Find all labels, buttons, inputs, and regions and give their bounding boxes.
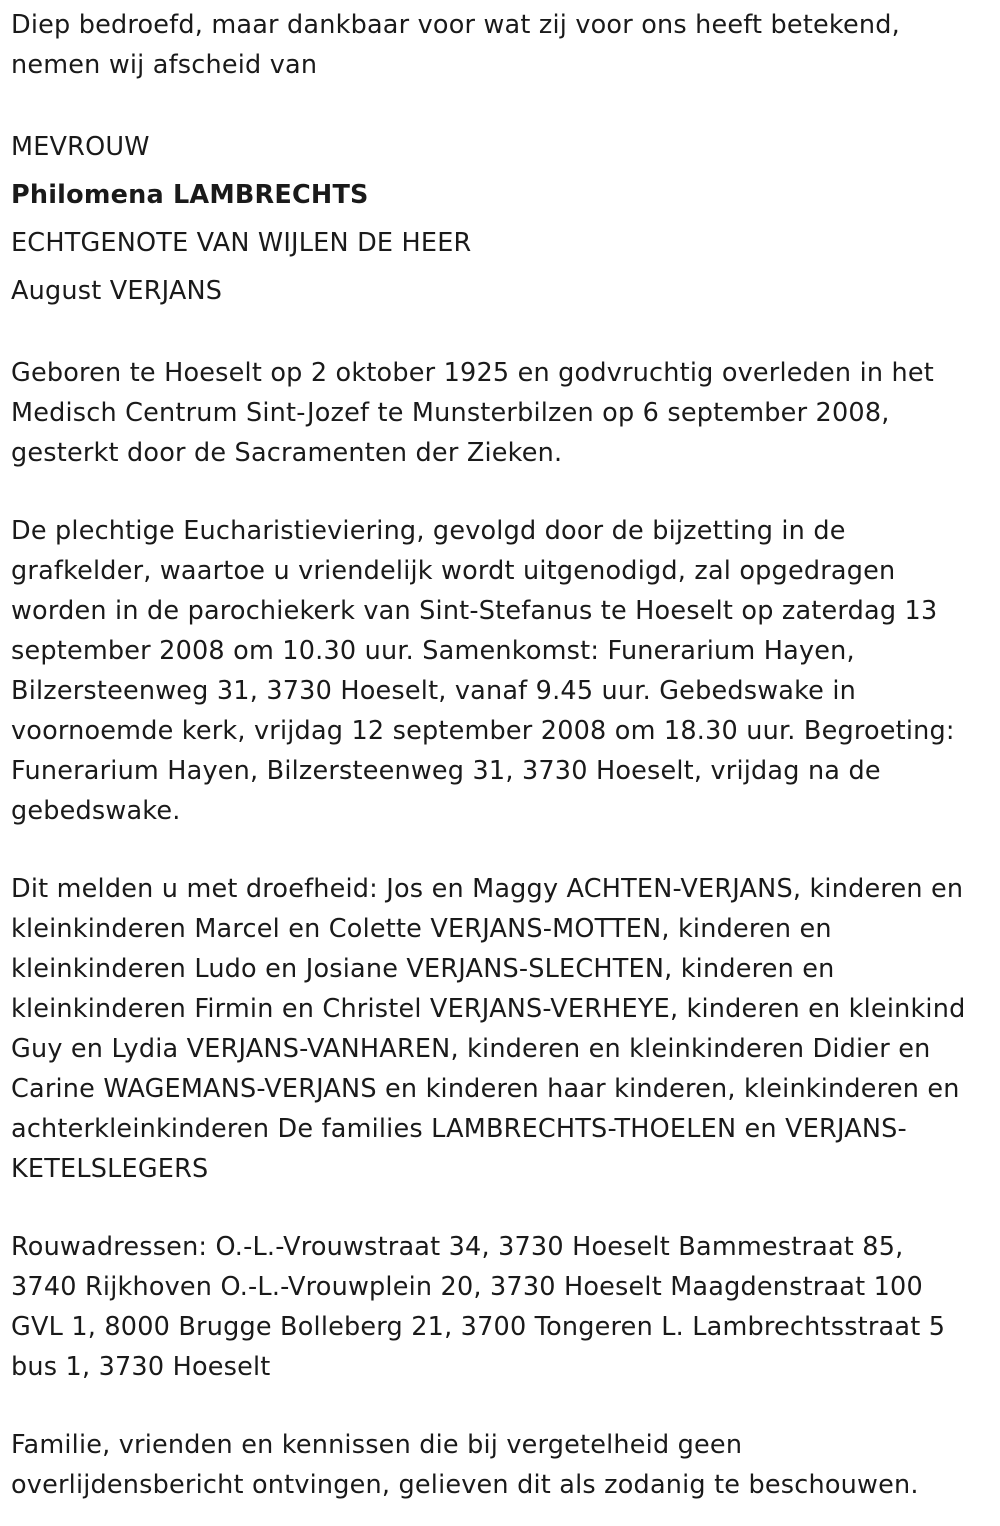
- addresses-paragraph: Rouwadressen: O.-L.-Vrouwstraat 34, 3730 Hoeselt Bammestraat 85, 3740 Rijkhoven O.-L.-Vrouwplein 20, 3730 Hoeselt Maagdenstraat 100 GVL 1, 8000 Brugge Bolleberg 21, 3700 Tongeren L. Lambrechtsstraat 5 bus 1, 3730 Hoeselt: [11, 1232, 946, 1382]
- intro-text: Diep bedroefd, maar dankbaar voor wat zij voor ons heeft betekend, nemen wij afscheid van: [11, 10, 900, 80]
- title-text: MEVROUW: [11, 132, 150, 162]
- deceased-name: Philomena LAMBRECHTS: [11, 180, 369, 210]
- family-paragraph: Dit melden u met droefheid: Jos en Maggy ACHTEN-VERJANS, kinderen en kleinkinderen Marcel en Colette VERJANS-MOTTEN, kinderen en kleinkinderen Ludo en Josiane VERJANS-SLECHTEN, kinderen en kleinkinderen Firmin en Christel VERJANS-VERHEYE, kinderen en kleinkind Guy en Lydia VERJANS-VANHAREN, kinderen en kleinkinderen Didier en Carine WAGEMANS-VERJANS en kinderen haar kinderen, kleinkinderen en achterkleinkinderen De families LAMBRECHTS-THOELEN en VERJANS- KETELSLEGERS: [11, 874, 966, 1184]
- closing-paragraph: Familie, vrienden en kennissen die bij vergetelheid geen overlijdensbericht ontvingen, gelieven dit als zodanig te beschouwen.: [11, 1430, 919, 1500]
- birth-death-paragraph: Geboren te Hoeselt op 2 oktober 1925 en godvruchtig overleden in het Medisch Centrum Sint-Jozef te Munsterbilzen op 6 september 2008, gesterkt door de Sacramenten der Zieken.: [11, 358, 934, 468]
- relation-text: ECHTGENOTE VAN WIJLEN DE HEER: [11, 228, 472, 258]
- spouse-name: August VERJANS: [11, 276, 223, 306]
- ceremony-paragraph: De plechtige Eucharistieviering, gevolgd door de bijzetting in de grafkelder, waartoe u vriendelijk wordt uitgenodigd, zal opgedragen worden in de parochiekerk van Sint-Stefanus te Hoeselt op zaterdag 13 september 2008 om 10.30 uur. Samenkomst: Funerarium Hayen, Bilzersteenweg 31, 3730 Hoeselt, vanaf 9.45 uur. Gebedswake in voornoemde kerk, vrijdag 12 september 2008 om 18.30 uur. Begroeting: Funerarium Hayen, Bilzersteenweg 31, 3730 Hoeselt, vrijdag na de gebedswake.: [11, 516, 955, 826]
